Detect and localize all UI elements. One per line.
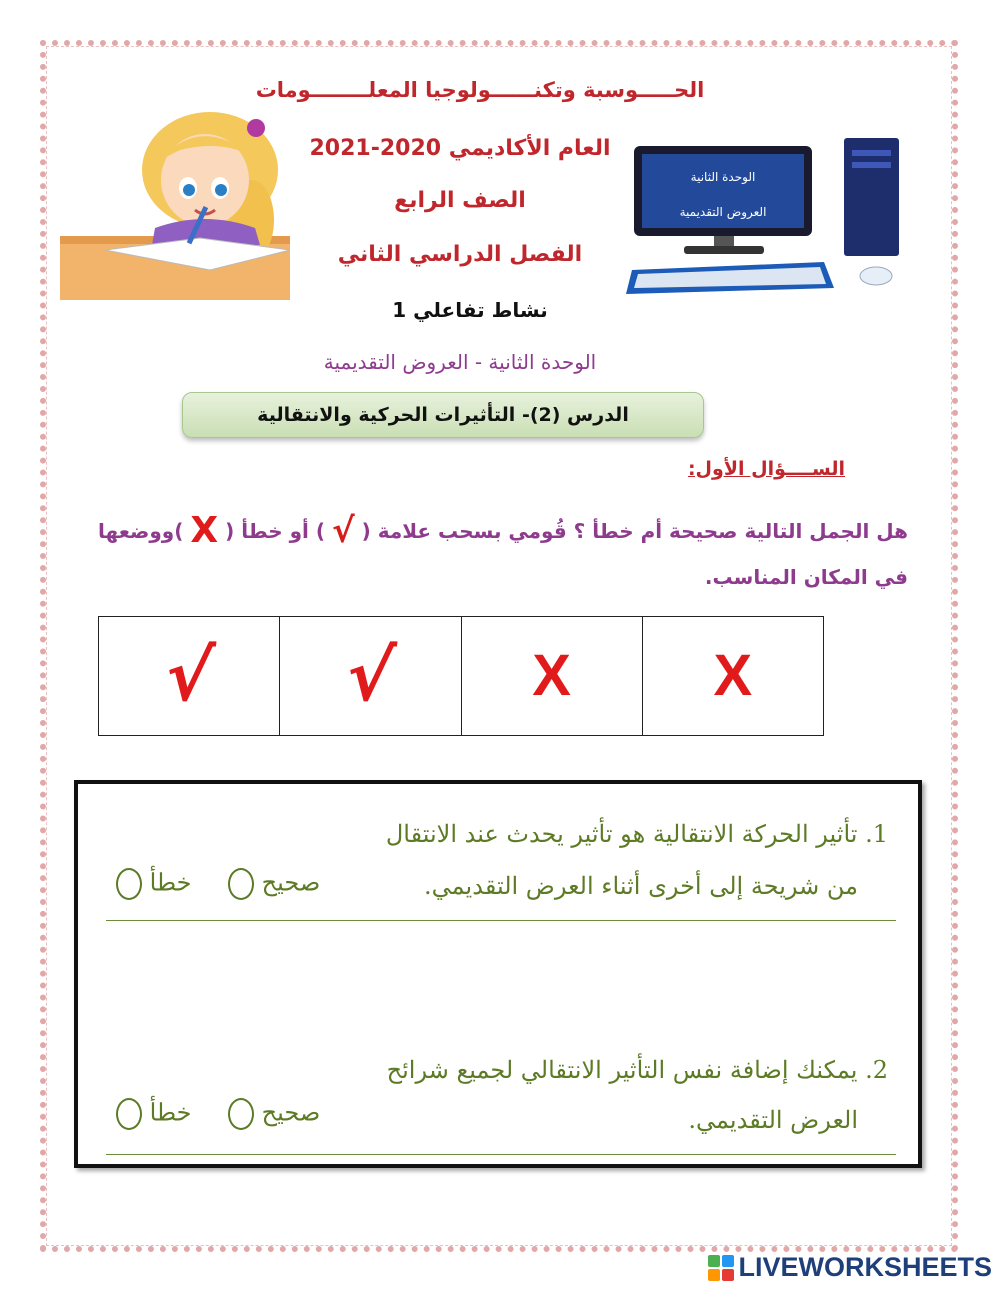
liveworksheets-logo	[708, 1252, 992, 1283]
lesson-banner: الدرس (2)- التأثيرات الحركية والانتقالية	[182, 392, 704, 438]
question-1-number: 1.	[865, 820, 888, 848]
question-1-false-option[interactable]	[116, 868, 191, 900]
instructions-part-1: هل الجمل التالية صحيحة أم خطأ ؟ قُومي بسحب علامة (	[361, 519, 908, 543]
question-2-true-option[interactable]	[228, 1098, 320, 1130]
question-2-line-1	[387, 1056, 888, 1084]
questions-box	[74, 780, 922, 1168]
subject-title: الحـــــوسبة وتكنــــــولوجيا المعلــــــــومات	[255, 78, 705, 102]
question-1-true-option[interactable]	[228, 868, 320, 900]
question-2-text: يمكنك إضافة نفس التأثير الانتقالي لجميع شرائح	[386, 1056, 858, 1084]
divider-line	[106, 920, 896, 921]
question-2-number: 2.	[865, 1056, 888, 1084]
true-label: صحيح	[261, 1098, 321, 1127]
radio-circle-icon[interactable]	[116, 868, 142, 900]
cross-mark-icon: X	[190, 510, 219, 551]
question-1-text: تأثير الحركة الانتقالية هو تأثير يحدث عند الانتقال	[385, 820, 858, 848]
unit-label: الوحدة الثانية - العروض التقديمية	[323, 350, 597, 374]
answer-card[interactable]	[643, 617, 823, 735]
true-label: صحيح	[261, 868, 321, 897]
question-2-line-2: العرض التقديمي.	[688, 1106, 858, 1134]
false-label: خطأ	[149, 1098, 192, 1127]
radio-circle-icon[interactable]	[116, 1098, 142, 1130]
divider-line	[106, 1154, 896, 1155]
answer-bank	[98, 616, 824, 736]
monitor-line-2: العروض التقديمية	[679, 205, 767, 219]
academic-year: العام الأكاديمي 2020-2021	[309, 136, 611, 161]
check-mark-icon: √	[331, 511, 355, 551]
radio-circle-icon[interactable]	[228, 1098, 254, 1130]
false-label: خطأ	[149, 868, 192, 897]
answer-card[interactable]	[280, 617, 461, 735]
semester-label: الفصل الدراسي الثاني	[337, 242, 583, 267]
check-mark-icon[interactable]: √	[342, 635, 399, 717]
grade-label: الصف الرابع	[394, 188, 526, 213]
check-mark-icon[interactable]: √	[161, 635, 217, 717]
answer-card[interactable]	[462, 617, 643, 735]
monitor-line-1: الوحدة الثانية	[690, 170, 756, 184]
logo-grid-icon	[708, 1255, 734, 1281]
instructions	[78, 508, 908, 600]
question-1-line-1	[386, 820, 888, 848]
instructions-part-3: )ووضعها في المكان المناسب.	[98, 519, 908, 589]
radio-circle-icon[interactable]	[228, 868, 254, 900]
question-title: الســــؤال الأول:	[687, 458, 845, 480]
question-2-false-option[interactable]	[116, 1098, 191, 1130]
cross-mark-icon[interactable]: X	[532, 643, 571, 708]
instructions-part-2: ) أو خطأ (	[225, 519, 325, 543]
question-1-line-2: من شريحة إلى أخرى أثناء العرض التقديمي.	[424, 872, 858, 900]
cross-mark-icon[interactable]: X	[713, 643, 753, 708]
answer-card[interactable]	[99, 617, 280, 735]
activity-label: نشاط تفاعلي 1	[392, 298, 548, 322]
logo-text: LIVEWORKSHEETS	[738, 1252, 992, 1282]
